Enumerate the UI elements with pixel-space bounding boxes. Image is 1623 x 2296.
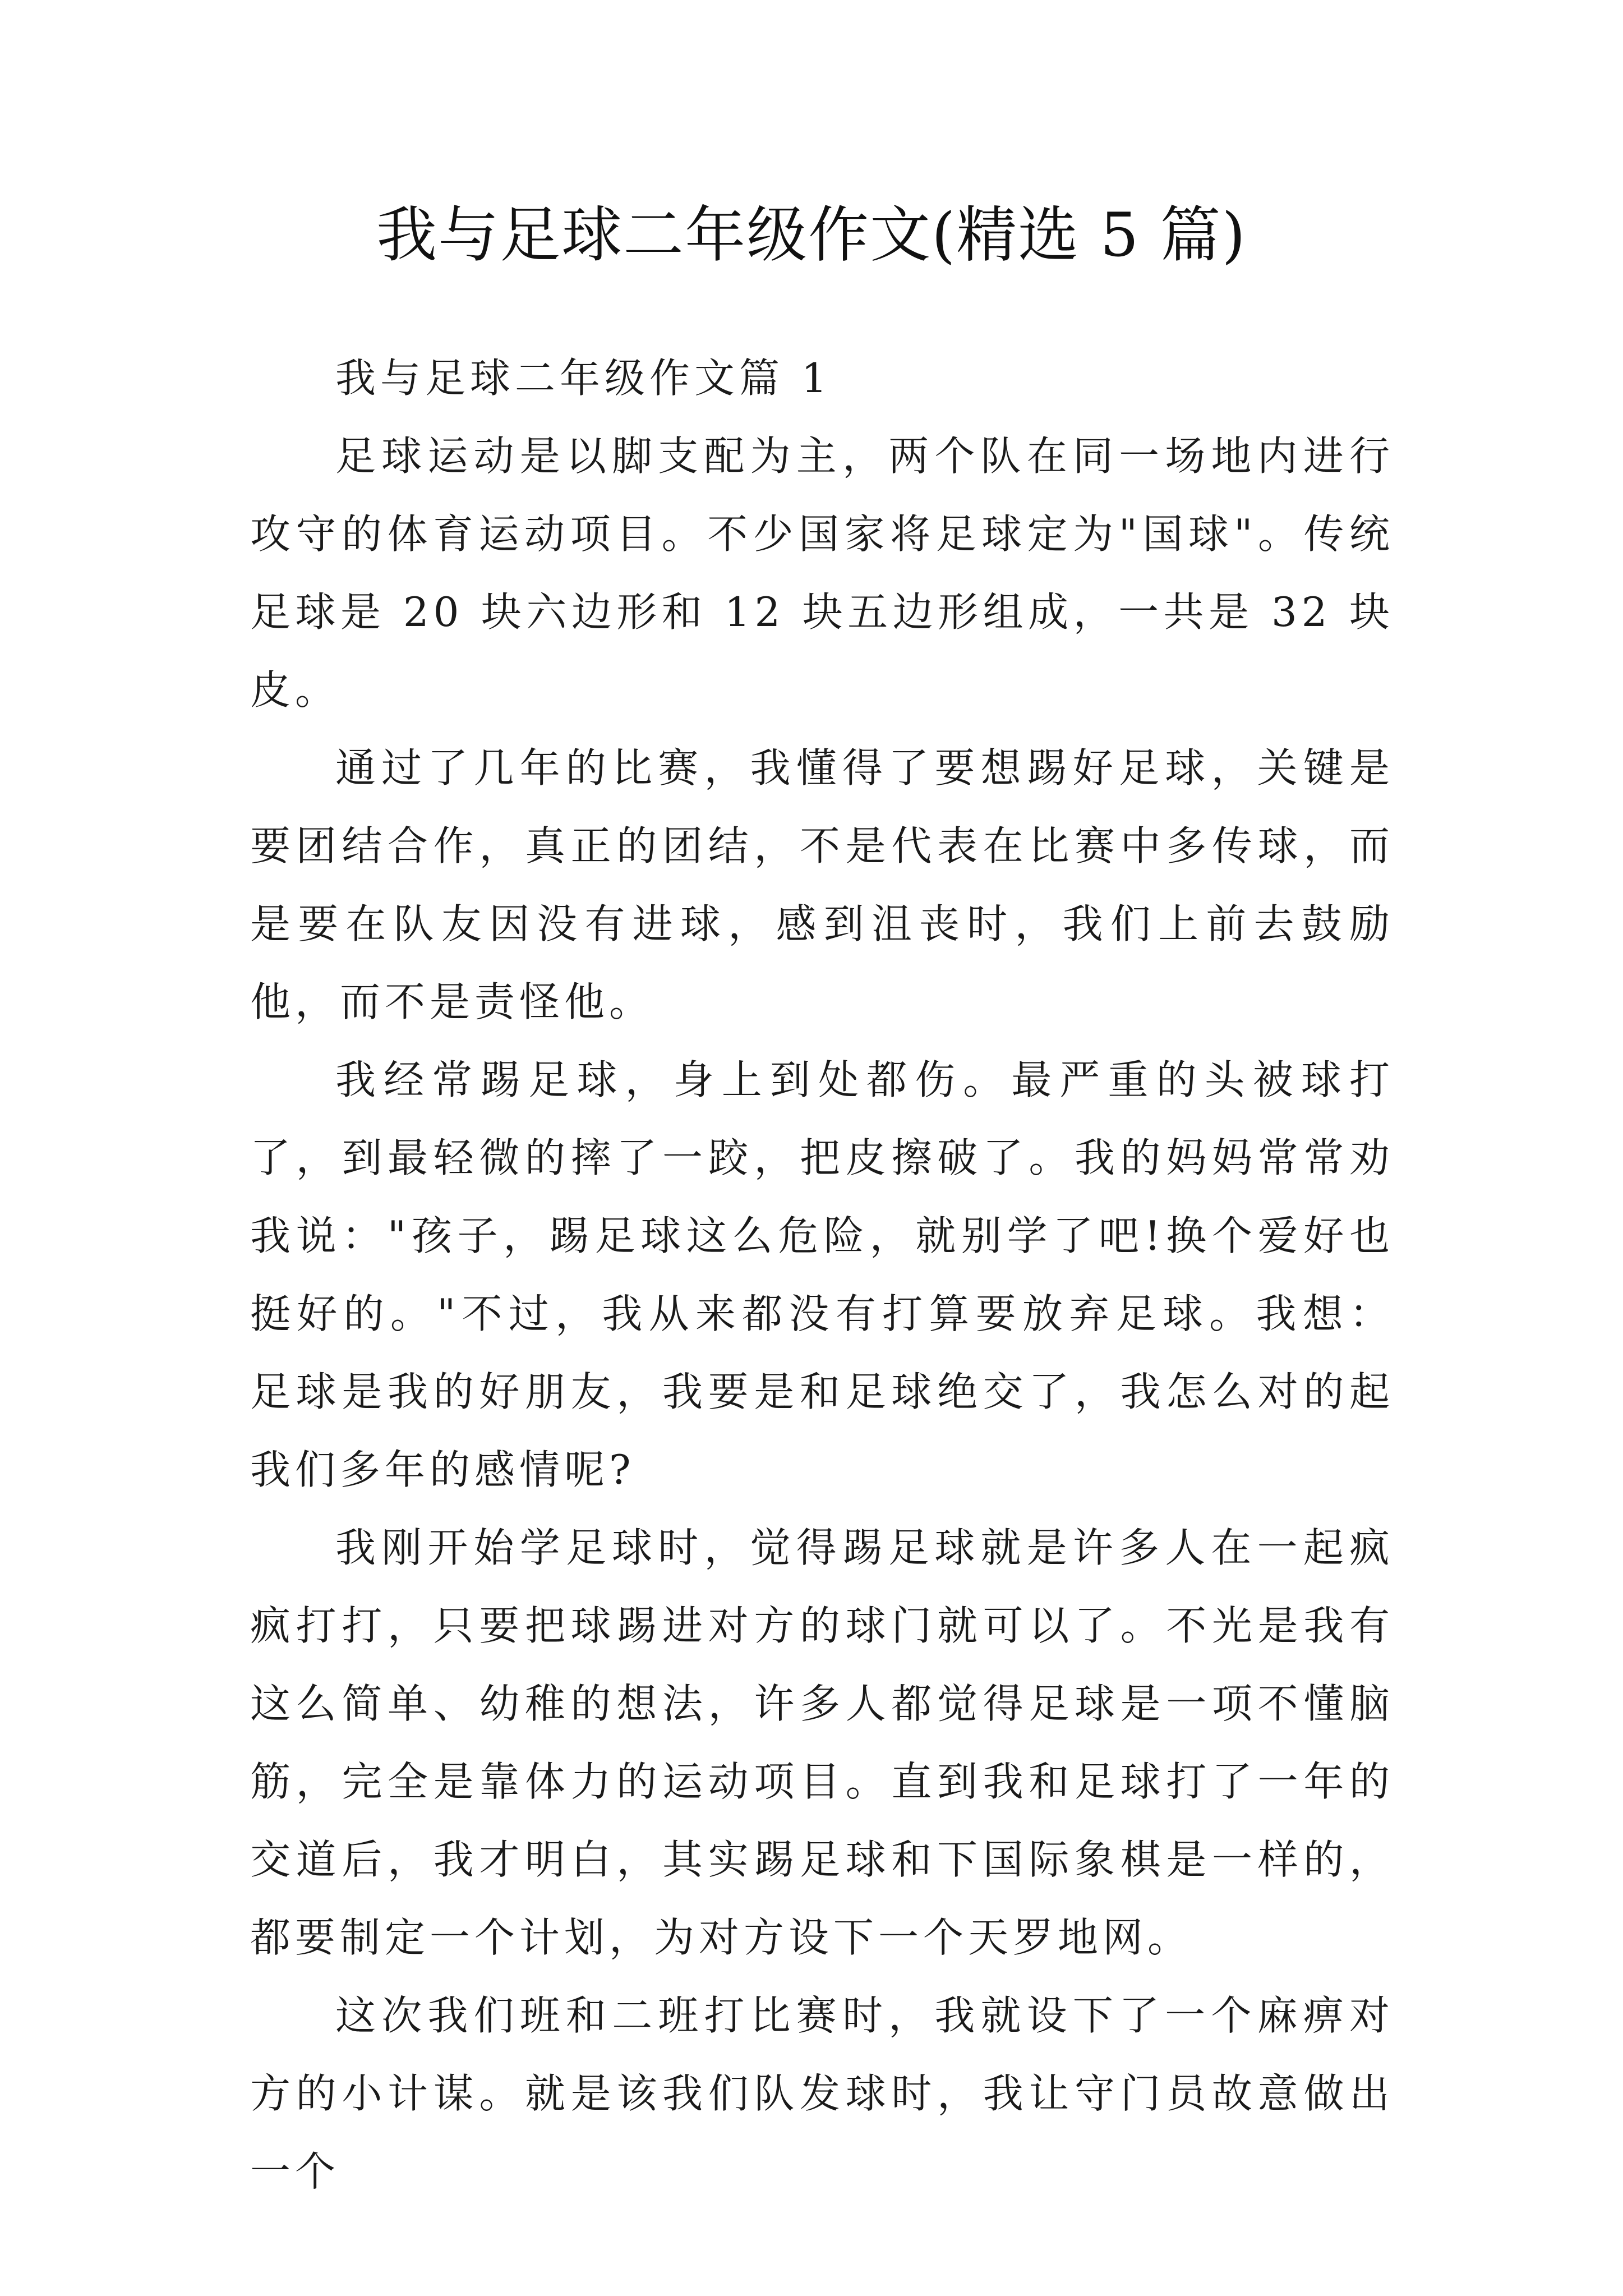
paragraph: 我刚开始学足球时，觉得踢足球就是许多人在一起疯疯打打，只要把球踢进对方的球门就可以了。不光是我有这么简单、幼稚的想法，许多人都觉得足球是一项不懂脑筋，完全是靠体力的运动项目。直到我和足球打了一年的交道后，我才明白，其实踢足球和下国际象棋是一样的，都要制定一个计划，为对方设下一个天罗地网。 — [250, 1524, 1394, 1961]
section-heading: 我与足球二年级作文篇 1 — [335, 355, 832, 402]
paragraph: 通过了几年的比赛，我懂得了要想踢好足球，关键是要团结合作，真正的团结，不是代表在比赛中多传球，而是要在队友因没有进球，感到沮丧时，我们上前去鼓励他，而不是责怪他。 — [250, 744, 1394, 1025]
document-title: 我与足球二年级作文(精选 5 篇) — [376, 200, 1247, 270]
paragraph: 这次我们班和二班打比赛时，我就设下了一个麻痹对方的小计谋。就是该我们队发球时，我让守门员故意做出一个 — [250, 1992, 1394, 2195]
paragraph: 我经常踢足球，身上到处都伤。最严重的头被球打了，到最轻微的摔了一跤，把皮擦破了。我的妈妈常常劝我说："孩子，踢足球这么危险，就别学了吧!换个爱好也挺好的。"不过，我从来都没有打算要放弃足球。我想：足球是我的好朋友，我要是和足球绝交了，我怎么对的起我们多年的感情呢? — [250, 1056, 1394, 1493]
paragraph: 足球运动是以脚支配为主，两个队在同一场地内进行攻守的体育运动项目。不少国家将足球定为"国球"。传统足球是 20 块六边形和 12 块五边形组成，一共是 32 块皮。 — [250, 432, 1394, 714]
document-body — [250, 339, 1394, 2211]
